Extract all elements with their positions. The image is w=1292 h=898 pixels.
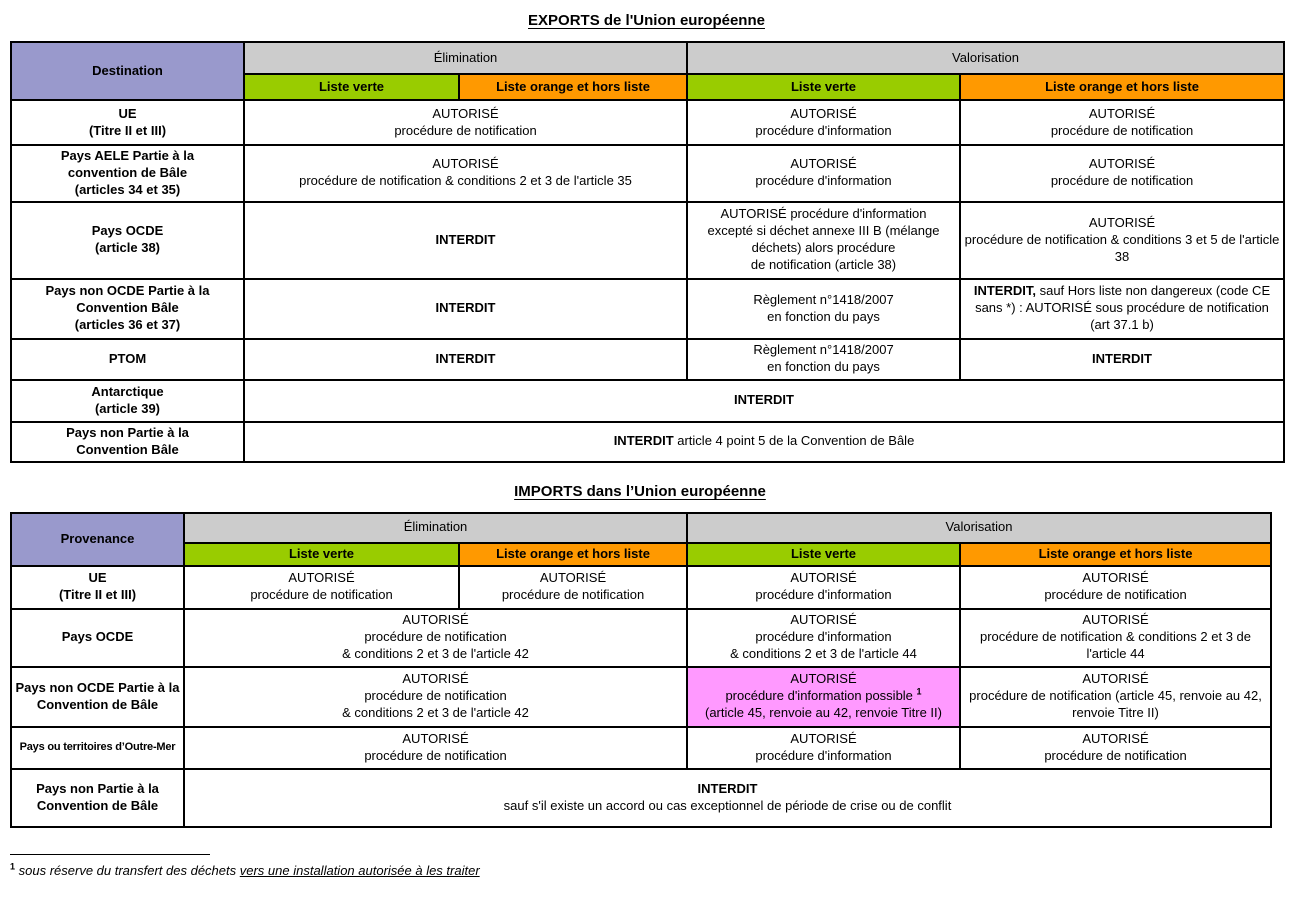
- text-line: Pays AELE Partie à la: [60, 148, 195, 163]
- text-line: (Titre II et III): [58, 587, 137, 603]
- text-line: AUTORISÉ: [288, 570, 355, 586]
- footnote: [10, 863, 1292, 878]
- text-line: [691, 688, 956, 705]
- imports-corner-provenance: Provenance: [11, 513, 184, 566]
- text-line: Convention Bâle: [76, 300, 179, 316]
- exports-table: [10, 41, 1285, 463]
- imports-row-non-ocde-valo-orange-cell: [960, 667, 1271, 727]
- text-line: Pays OCDE: [91, 223, 164, 239]
- footnote-marker: 1: [10, 861, 16, 872]
- text-line: procédure d'information: [755, 629, 892, 645]
- interdit-bold-text: INTERDIT: [613, 433, 674, 449]
- text-line: UE: [88, 570, 107, 586]
- exports-header-valo-liste-verte: Liste verte: [687, 74, 960, 100]
- imports-row-ue-valo-verte-cell: [687, 566, 960, 609]
- text-line: AUTORISÉ: [790, 730, 857, 746]
- exports-row-antarctique-merged-cell: INTERDIT: [244, 380, 1284, 422]
- exports-row-ptom-valo-verte-cell: [687, 339, 960, 380]
- text-line: procédure de notification: [250, 587, 393, 603]
- text-run: article 4 point 5 de la Convention de Bâle: [673, 433, 915, 449]
- text-line: sauf s'il existe un accord ou cas exceptionnel de période de crise ou de conflit: [503, 797, 952, 813]
- exports-row-ue-valo-orange-cell: [960, 100, 1284, 145]
- text-line: procédure de notification (article 45, renvoie au 42, renvoie Titre II): [969, 688, 1262, 720]
- exports-header-valo-liste-orange: Liste orange et hors liste: [960, 74, 1284, 100]
- exports-title-text: EXPORTS de l'Union européenne: [528, 12, 765, 29]
- text-line: AUTORISÉ: [1088, 214, 1156, 230]
- imports-row-ocde-elimination-cell: [184, 609, 687, 667]
- exports-row-ocde-elimination-cell: INTERDIT: [244, 202, 687, 279]
- text-line: convention de Bâle: [67, 164, 188, 180]
- text-line: procédure de notification: [364, 629, 507, 645]
- text-line: Règlement n°1418/2007: [753, 342, 894, 358]
- imports-table: [10, 512, 1272, 828]
- text-line: de notification (article 38): [750, 257, 897, 273]
- imports-row-outre-mer-label: Pays ou territoires d’Outre-Mer: [11, 727, 184, 769]
- exports-row-aele-valo-orange-cell: [960, 145, 1284, 202]
- imports-row-ocde-valo-orange-cell: [960, 609, 1271, 667]
- imports-row-non-ocde-elimination-cell: [184, 667, 687, 727]
- text-line: procédure de notification: [364, 688, 507, 704]
- text-line: Pays non OCDE Partie à la: [15, 679, 180, 695]
- text-line: AUTORISÉ: [539, 570, 607, 586]
- imports-row-non-ocde-label: [11, 667, 184, 727]
- exports-row-ue-elimination-cell: [244, 100, 687, 145]
- exports-row-ue-label: [11, 100, 244, 145]
- text-line: procédure d'information: [755, 122, 892, 138]
- text-line: procédure de notification: [1050, 122, 1194, 138]
- text-line: AUTORISÉ: [432, 105, 499, 121]
- text-line: (article 38): [94, 240, 161, 256]
- exports-row-ptom-label: PTOM: [11, 339, 244, 380]
- text-line: (article 39): [94, 400, 161, 416]
- text-line: procédure de notification & conditions 2 et 3 de l'article 35: [299, 173, 632, 189]
- text-line: procédure de notification: [394, 122, 537, 138]
- text-line: Convention de Bâle: [36, 797, 159, 813]
- footnote-separator: [10, 854, 210, 855]
- exports-row-non-ocde-valo-orange-cell: [960, 279, 1284, 339]
- text-line: procédure de notification: [364, 747, 507, 763]
- imports-header-elim-liste-verte: Liste verte: [184, 543, 459, 566]
- text-line: AUTORISÉ: [790, 105, 857, 121]
- exports-row-ocde-valo-verte-cell: [687, 202, 960, 279]
- imports-group-valorisation: Valorisation: [687, 513, 1271, 543]
- text-run: procédure d'information possible: [725, 688, 917, 704]
- text-line: AUTORISÉ: [402, 671, 469, 687]
- imports-title-text: IMPORTS dans l’Union européenne: [514, 482, 766, 500]
- text-line: AUTORISÉ: [402, 612, 469, 628]
- text-line: Convention Bâle: [76, 441, 179, 457]
- exports-row-ocde-valo-orange-cell: [960, 202, 1284, 279]
- imports-row-ocde-label: Pays OCDE: [11, 609, 184, 667]
- text-line: (article 45, renvoie au 42, renvoie Titre II): [704, 705, 942, 720]
- text-line: déchets) alors procédure: [751, 240, 896, 256]
- text-line: AUTORISÉ: [1082, 671, 1149, 687]
- text-line: & conditions 2 et 3 de l'article 44: [730, 646, 917, 661]
- exports-row-aele-valo-verte-cell: [687, 145, 960, 202]
- text-line: (Titre II et III): [88, 122, 167, 138]
- text-line: AUTORISÉ: [402, 730, 469, 746]
- text-line: UE: [118, 105, 137, 121]
- text-line: procédure d'information: [755, 587, 892, 603]
- text-line: AUTORISÉ: [1082, 570, 1149, 586]
- footnote-section: [10, 854, 1292, 878]
- text-line: procédure de notification: [1044, 747, 1187, 763]
- text-line: AUTORISÉ: [790, 156, 857, 172]
- imports-row-ue-elim-orange-cell: [459, 566, 687, 609]
- text-line: en fonction du pays: [767, 308, 880, 324]
- exports-corner-destination: Destination: [11, 42, 244, 100]
- interdit-bold-text: INTERDIT,: [973, 283, 1036, 299]
- text-line: (articles 34 et 35): [74, 181, 181, 197]
- text-line: en fonction du pays: [767, 359, 880, 375]
- imports-group-elimination: Élimination: [184, 513, 687, 543]
- imports-row-outre-mer-valo-orange-cell: [960, 727, 1271, 769]
- text-line: procédure de notification: [501, 587, 645, 603]
- exports-header-elim-liste-verte: Liste verte: [244, 74, 459, 100]
- exports-row-ptom-valo-orange-cell: INTERDIT: [960, 339, 1284, 380]
- exports-row-ptom-elimination-cell: INTERDIT: [244, 339, 687, 380]
- exports-row-aele-label: [11, 145, 244, 202]
- text-line: AUTORISÉ: [1082, 612, 1149, 628]
- imports-header-valo-liste-verte: Liste verte: [687, 543, 960, 566]
- text-line: AUTORISÉ: [1088, 156, 1156, 172]
- text-line: procédure d'information: [755, 173, 892, 189]
- footnote-reference-1: 1: [916, 686, 922, 697]
- exports-row-non-ocde-valo-verte-cell: [687, 279, 960, 339]
- text-line: excepté si déchet annexe III B (mélange: [707, 223, 940, 239]
- text-line: AUTORISÉ procédure d'information: [720, 206, 927, 222]
- text-line: procédure d'information: [755, 747, 892, 763]
- exports-group-elimination: Élimination: [244, 42, 687, 74]
- imports-row-non-partie-label: [11, 769, 184, 827]
- text-line: (articles 36 et 37): [74, 317, 181, 333]
- imports-header-valo-liste-orange: Liste orange et hors liste: [960, 543, 1271, 566]
- imports-row-ocde-valo-verte-cell: [687, 609, 960, 667]
- text-line: procédure de notification & conditions 3 et 5 de l'article 38: [964, 231, 1280, 264]
- imports-header-elim-liste-orange: Liste orange et hors liste: [459, 543, 687, 566]
- text-line: Antarctique: [91, 383, 164, 399]
- text-line: AUTORISÉ: [1088, 105, 1156, 121]
- text-line: procédure de notification: [1050, 173, 1194, 189]
- imports-row-ue-valo-orange-cell: [960, 566, 1271, 609]
- imports-title: [10, 483, 1270, 500]
- imports-row-ue-elim-verte-cell: [184, 566, 459, 609]
- text-line: & conditions 2 et 3 de l'article 42: [342, 705, 529, 720]
- interdit-bold-text: INTERDIT: [697, 780, 758, 796]
- text-line: Pays non Partie à la: [66, 424, 189, 440]
- text-run: sauf Hors liste non dangereux (code CE sans *) : AUTORISÉ sous procédure de notification (art 37.1 b): [975, 283, 1271, 333]
- exports-group-valorisation: Valorisation: [687, 42, 1284, 74]
- imports-row-ue-label: [11, 566, 184, 609]
- exports-row-antarctique-label: [11, 380, 244, 422]
- text-line: AUTORISÉ: [790, 570, 857, 586]
- imports-row-non-partie-merged-cell: [184, 769, 1271, 827]
- text-line: AUTORISÉ: [790, 671, 857, 687]
- footnote-underlined-text: vers une installation autorisée à les traiter: [239, 862, 480, 878]
- exports-row-non-partie-merged-cell: [244, 422, 1284, 462]
- exports-row-ocde-label: [11, 202, 244, 279]
- text-line: Convention de Bâle: [36, 696, 159, 712]
- imports-row-outre-mer-valo-verte-cell: [687, 727, 960, 769]
- exports-row-non-partie-label: [11, 422, 244, 462]
- text-line: Règlement n°1418/2007: [753, 291, 894, 307]
- exports-header-elim-liste-orange: Liste orange et hors liste: [459, 74, 687, 100]
- imports-row-outre-mer-elimination-cell: [184, 727, 687, 769]
- text-line: Pays non OCDE Partie à la: [45, 283, 210, 299]
- exports-title: [10, 12, 1283, 29]
- text-line: AUTORISÉ: [1082, 730, 1149, 746]
- imports-row-non-ocde-valo-verte-cell-highlighted: [687, 667, 960, 727]
- exports-row-aele-elimination-cell: [244, 145, 687, 202]
- text-line: procédure de notification: [1044, 587, 1187, 603]
- exports-row-non-ocde-elimination-cell: INTERDIT: [244, 279, 687, 339]
- text-line: AUTORISÉ: [432, 156, 499, 172]
- exports-row-non-ocde-label: [11, 279, 244, 339]
- text-line: & conditions 2 et 3 de l'article 42: [342, 646, 529, 661]
- footnote-text: sous réserve du transfert des déchets: [15, 862, 240, 878]
- exports-row-ue-valo-verte-cell: [687, 100, 960, 145]
- text-line: AUTORISÉ: [790, 612, 857, 628]
- text-line: procédure de notification & conditions 2 et 3 de l'article 44: [979, 629, 1251, 661]
- text-line: Pays non Partie à la: [36, 780, 159, 796]
